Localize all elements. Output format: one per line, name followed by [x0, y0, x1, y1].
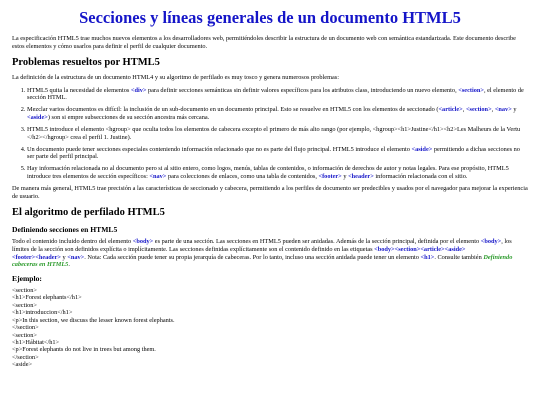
- list-item: 5. Hay información relacionada no al documento pero si al sitio entero, como logos, menús, tablas de contenidos, o información de derechos de autor y notas legales. Para ese propósito, HTML5 introduce tres elementos de sección específicos: <nav> para colecciones de enlaces, como una tabla de contenidos, <footer> y <header> información relacionada con el sitio.: [27, 165, 528, 180]
- example-heading: Ejemplo:: [12, 273, 42, 283]
- code-line: <h1>introduccion</h1>: [12, 309, 73, 317]
- code-line: <p>In this section, we discuss the lesser known forest elephants.: [12, 316, 175, 324]
- code-line: <section>: [12, 301, 37, 309]
- code-line: <p>Forest elephants do not live in trees but among them.: [12, 346, 156, 354]
- code-line: <h1>Hábitat</h1>: [12, 339, 60, 347]
- section-heading-problems: Problemas resueltos por HTML5: [12, 57, 160, 69]
- link-defining-headings[interactable]: Definiendo cabeceras en HTML5: [12, 253, 513, 269]
- section-heading-algorithm: El algoritmo de perfilado HTML5: [12, 207, 165, 219]
- intro-paragraph: La especificación HTML5 trae muchos nuevos elementos a los desarrolladores web, permitiéndoles describir la estructura de un documento web con semántica estandarizada. Este documento describe estos elementos y cómo usarlos para definir el perfil de cualquier documento.: [12, 35, 516, 50]
- code-line: <section>: [12, 286, 37, 294]
- problems-closing: De manera más general, HTML5 trae precisión a las características de seccionado y cabecera, permitiendo a los perfiles de documento ser predecibles y usados por el navegador para mejorar la experiencia de usuario.: [12, 185, 528, 200]
- code-line: <aside>: [12, 361, 33, 369]
- list-item: 1. HTML5 quita la necesidad de elementos <div> para definir secciones semánticas sin definir valores específicos para los atributos class, introduciendo un nuevo elemento, <section>, el elemento de sección HTML.: [27, 87, 528, 102]
- list-item: 2. Mezclar varios documentos es difícil: la inclusión de un sub-documento en un documento principal. Esto se resuelve en HTML5 con los elementos de seccionado (<article>, <section>, <nav> y <aside>) son si empre subsecciones de su sección ancestra más cercana.: [27, 106, 528, 121]
- code-line: </section>: [12, 353, 39, 361]
- list-item: 4. Un documento puede tener secciones especiales conteniendo información relacionado que no es parte del flujo principal. HTML5 introduce el elemento <aside> permitiendo a dichas secciones no ser parte del perfil principal.: [27, 146, 528, 161]
- sections-paragraph: Todo el contenido incluido dentro del elemento <body> es parte de una sección. Las secciones en HTML5 pueden ser anidadas. Además de la sección principal, definida por el elemento <body>, los límites de la sección son definidos explícita o implícitamente. Las secciones definidas explícitamente son el contenido definido en las etiquetas <body><section><article><aside> <footer><header> y <nav>. Nota: Cada sección puede tener su propia jerarquía de cabeceras. Por lo tanto, incluso una sección anidada puede tener un elemento <h1>. Consulte también Definiendo cabeceras en HTML5.: [12, 238, 513, 269]
- code-line: <h1>Forest elephants</h1>: [12, 294, 82, 302]
- code-line: </section>: [12, 324, 39, 332]
- subheading-defining-sections: Definiendo secciones en HTML5: [12, 225, 118, 235]
- code-line: <section>: [12, 331, 37, 339]
- problems-list: [12, 87, 528, 181]
- problems-lead: La definición de la estructura de un documento HTML4 y su algoritmo de perfilado es muy tosco y genera numerosos problemas:: [12, 74, 339, 82]
- code-example: [12, 287, 528, 369]
- list-item: 3. HTML5 introduce el elemento <hgroup> que oculta todos los elementos de cabecera excepto el primero de más alto rango (por ejemplo, <hgroup><h1>Justine</h1><h2>Les Malheurs de la Vertu </h2></hgroup> crea el perfil 1. Justine).: [27, 126, 528, 141]
- page-title: Secciones y líneas generales de un documento HTML5: [79, 8, 461, 27]
